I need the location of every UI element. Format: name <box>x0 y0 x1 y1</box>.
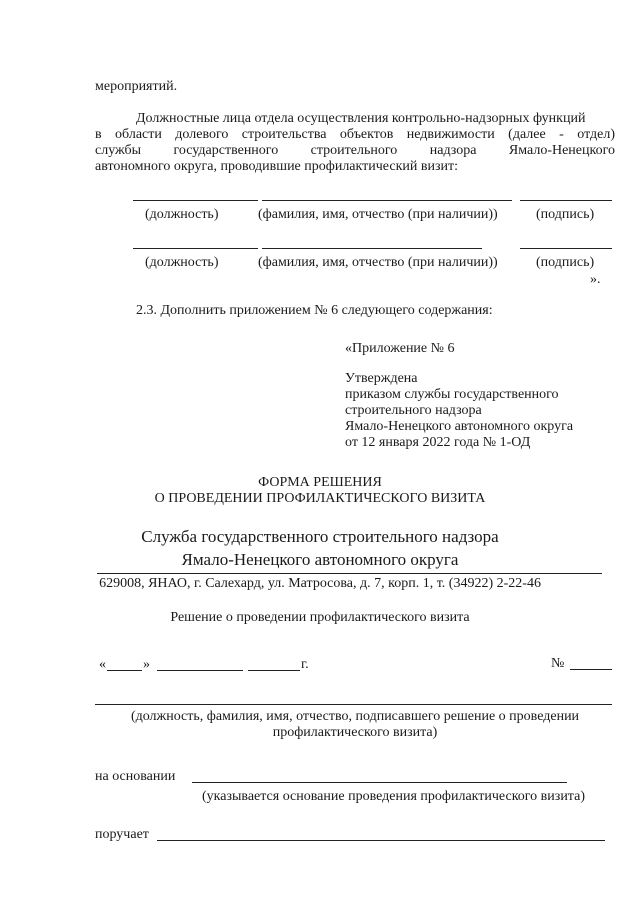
signature-line-1[interactable] <box>520 200 612 201</box>
name-caption-2: (фамилия, имя, отчество (при наличии)) <box>258 255 498 270</box>
date-close-quote: » <box>143 657 150 672</box>
agency-divider <box>97 573 602 574</box>
position-caption-2: (должность) <box>145 255 219 270</box>
agency-address: 629008, ЯНАО, г. Салехард, ул. Матросова, д. 7, корп. 1, т. (34922) 2-22-46 <box>99 576 541 591</box>
position-line-2[interactable] <box>133 248 258 249</box>
item-2-3: 2.3. Дополнить приложением № 6 следующего содержания: <box>136 303 493 318</box>
signer-line[interactable] <box>95 704 612 705</box>
date-year-suffix: г. <box>301 657 309 672</box>
appendix-line-2: строительного надзора <box>345 403 482 418</box>
officials-line-3: службы государственного строительного надзора Ямало-Ненецкого <box>95 143 615 158</box>
form-title-line-2: О ПРОВЕДЕНИИ ПРОФИЛАКТИЧЕСКОГО ВИЗИТА <box>154 491 486 506</box>
appendix-line-4: от 12 января 2022 года № 1-ОД <box>345 435 531 450</box>
form-title-line-1: ФОРМА РЕШЕНИЯ <box>258 475 382 490</box>
officials-line-2: в области долевого строительства объектов недвижимости (далее - отдел) <box>95 127 615 142</box>
signature-caption-2: (подпись) <box>536 255 595 270</box>
signature-caption-1: (подпись) <box>536 207 595 222</box>
position-line-1[interactable] <box>133 200 258 201</box>
officials-line-1: Должностные лица отдела осуществления контрольно-надзорных функций <box>136 111 586 126</box>
date-year-field[interactable] <box>248 670 300 671</box>
officials-line-4: автономного округа, проводившие профилактический визит: <box>95 159 458 174</box>
number-field[interactable] <box>570 669 612 670</box>
instructs-field[interactable] <box>157 840 605 841</box>
signer-caption-line-1: (должность, фамилия, имя, отчество, подписавшего решение о проведении <box>130 709 580 724</box>
appendix-line-1: приказом службы государственного <box>345 387 559 402</box>
basis-label: на основании <box>95 769 176 784</box>
date-day-field[interactable] <box>107 670 142 671</box>
basis-field[interactable] <box>192 782 567 783</box>
instructs-label: поручает <box>95 827 149 842</box>
appendix-title: «Приложение № 6 <box>345 341 455 356</box>
position-caption-1: (должность) <box>145 207 219 222</box>
name-caption-1: (фамилия, имя, отчество (при наличии)) <box>258 207 498 222</box>
agency-name-line-2: Ямало-Ненецкого автономного округа <box>181 550 459 569</box>
appendix-approved: Утверждена <box>345 371 418 386</box>
agency-name-line-1: Служба государственного строительного надзора <box>141 527 499 546</box>
top-word: мероприятий. <box>95 79 178 94</box>
number-label: № <box>551 656 565 671</box>
name-line-2[interactable] <box>262 248 482 249</box>
decision-title: Решение о проведении профилактического визита <box>170 610 470 625</box>
date-open-quote: « <box>99 657 106 672</box>
appendix-line-3: Ямало-Ненецкого автономного округа <box>345 419 574 434</box>
closing-quote: ». <box>590 272 601 287</box>
basis-caption: (указывается основание проведения профилактического визита) <box>202 789 585 804</box>
name-line-1[interactable] <box>262 200 512 201</box>
signature-line-2[interactable] <box>520 248 612 249</box>
signer-caption-line-2: профилактического визита) <box>272 725 438 740</box>
date-month-field[interactable] <box>157 670 243 671</box>
